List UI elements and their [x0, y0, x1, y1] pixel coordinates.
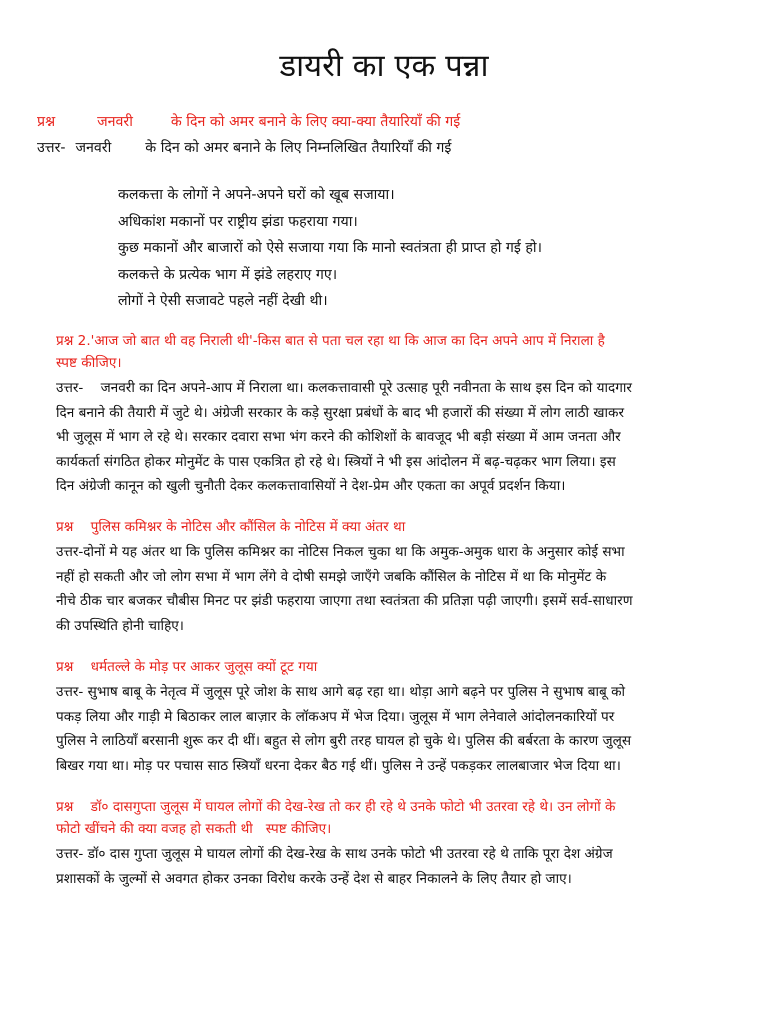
answer-1-point: अधिकांश मकानों पर राष्ट्रीय झंडा फहराया गया।	[118, 213, 358, 230]
question-1-text: के दिन को अमर बनाने के लिए क्या-क्या तैयारियाँ की गई	[170, 114, 461, 130]
question-1-month: जनवरी	[97, 114, 133, 130]
answer-1	[37, 138, 451, 158]
question-1-label: प्रश्न	[37, 114, 56, 130]
answer-1-point: कुछ मकानों और बाजारों को ऐसे सजाया गया कि मानो स्वतंत्रता ही प्राप्त हो गई हो।	[118, 240, 542, 256]
question-5-line: प्रश्न डॉ० दासगुप्ता जुलूस में घायल लोगों की देख-रेख तो कर ही रहे थे उनके फोटो भी उतरवा रहे थे। उन लोगों के	[56, 799, 616, 815]
section-4	[56, 656, 740, 778]
question-5-line: फोटो खींचने की क्या वजह हो सकती थी स्पष्ट कीजिए।	[56, 821, 332, 837]
answer-3-line: उत्तर-दोनों मे यह अंतर था कि पुलिस कमिश्नर का नोटिस निकल चुका था कि अमुक-अमुक धारा के अनुसार कोई सभा	[56, 544, 625, 560]
answer-3-line: नीचे ठीक चार बजकर चौबीस मिनट पर झंडी फहराया जाएगा तथा स्वतंत्रता की प्रतिज्ञा पढ़ी जाएगी। इसमें सर्व-साधारण	[56, 593, 633, 609]
answer-2-line: उत्तर- जनवरी का दिन अपने-आप में निराला था। कलकत्तावासी पूरे उत्साह पूरी नवीनता के साथ इस दिन को यादगार	[56, 380, 632, 396]
question-2-line: प्रश्न 2.'आज जो बात थी वह निराली थी'-किस बात से पता चल रहा था कि आज का दिन अपने आप में निराला है	[56, 333, 605, 349]
question-3-line: प्रश्न पुलिस कमिश्नर के नोटिस और कौंसिल के नोटिस में क्या अंतर था	[56, 519, 406, 535]
answer-4-line: पुलिस ने लाठियाँ बरसानी शुरू कर दी थीं। बहुत से लोग बुरी तरह घायल हो चुके थे। पुलिस की बर्बरता के कारण जुलूस	[56, 733, 632, 749]
answer-2-line: कार्यकर्ता संगठित होकर मोनुमेंट के पास एकत्रित हो रहे थे। स्त्रियों ने भी इस आंदोलन में बढ़-चढ़कर भाग लिया। इस	[56, 453, 616, 470]
section-3	[56, 516, 740, 638]
answer-1-point: लोगों ने ऐसी सजावटे पहले नहीं देखी थी।	[118, 293, 328, 309]
answer-5-line: उत्तर- डॉ० दास गुप्ता जुलूस मे घायल लोगों की देख-रेख के साथ उनके फोटो भी उतरवा रहे थे ताकि पूरा देश अंग्रेज	[56, 846, 613, 862]
answer-3-line: की उपस्थिति होनी चाहिए।	[56, 617, 184, 634]
answer-1-month: जनवरी	[75, 140, 112, 156]
answer-2-line: भी जुलूस में भाग ले रहे थे। सरकार दवारा सभा भंग करने की कोशिशों के बावजूद भी बड़ी संख्या में आम जनता और	[56, 429, 621, 445]
answer-1-points	[118, 182, 718, 315]
section-2	[56, 330, 740, 499]
answer-1-point: कलकत्ते के प्रत्येक भाग में झंडे लहराए गए।	[118, 266, 338, 283]
answer-2-line: दिन अंग्रेजी कानून को खुली चुनौती देकर कलकत्तावासियों ने देश-प्रेम और एकता का अपूर्व प्रदर्शन किया।	[56, 478, 566, 494]
answer-3-line: नहीं हो सकती और जो लोग सभा में भाग लेंगे वे दोषी समझे जाएँगे जबकि कौंसिल के नोटिस में था कि मोनुमेंट के	[56, 568, 607, 585]
answer-1-label: उत्तर-	[37, 140, 66, 156]
answer-1-point: कलकत्ता के लोगों ने अपने-अपने घरों को खूब सजाया।	[118, 187, 395, 203]
answer-1-text: के दिन को अमर बनाने के लिए निम्नलिखित तैयारियाँ की गई	[145, 140, 452, 156]
page-title: डायरी का एक पन्ना	[279, 48, 489, 84]
answer-5-line: प्रशासकों के जुल्मों से अवगत होकर उनका विरोध करके उन्हें देश से बाहर निकालने के लिए तैयार हो जाए।	[56, 870, 572, 887]
answer-2-line: दिन बनाने की तैयारी में जुटे थे। अंग्रेजी सरकार के कड़े सुरक्षा प्रबंधों के बाद भी हजारों की संख्या में लोग लाठी खाकर	[56, 404, 625, 421]
answer-4-line: बिखर गया था। मोड़ पर पचास साठ स्त्रियाँ धरना देकर बैठ गई थीं। पुलिस ने उन्हें पकड़कर लालबाजार भेज दिया था।	[56, 757, 621, 774]
answer-4-line: पकड़ लिया और गाड़ी मे बिठाकर लाल बाज़ार के लॉकअप में भेज दिया। जुलूस में भाग लेनेवाले आंदोलनकारियों पर	[56, 708, 615, 725]
question-1	[37, 112, 460, 132]
section-5	[56, 796, 740, 891]
question-2-line: स्पष्ट कीजिए।	[56, 355, 122, 371]
question-4-line: प्रश्न धर्मतल्ले के मोड़ पर आकर जुलूस क्यों टूट गया	[56, 659, 318, 675]
answer-4-line: उत्तर- सुभाष बाबू के नेतृत्व में जुलूस पूरे जोश के साथ आगे बढ़ रहा था। थोड़ा आगे बढ़ने पर पुलिस ने सुभाष बाबू को	[56, 684, 626, 700]
